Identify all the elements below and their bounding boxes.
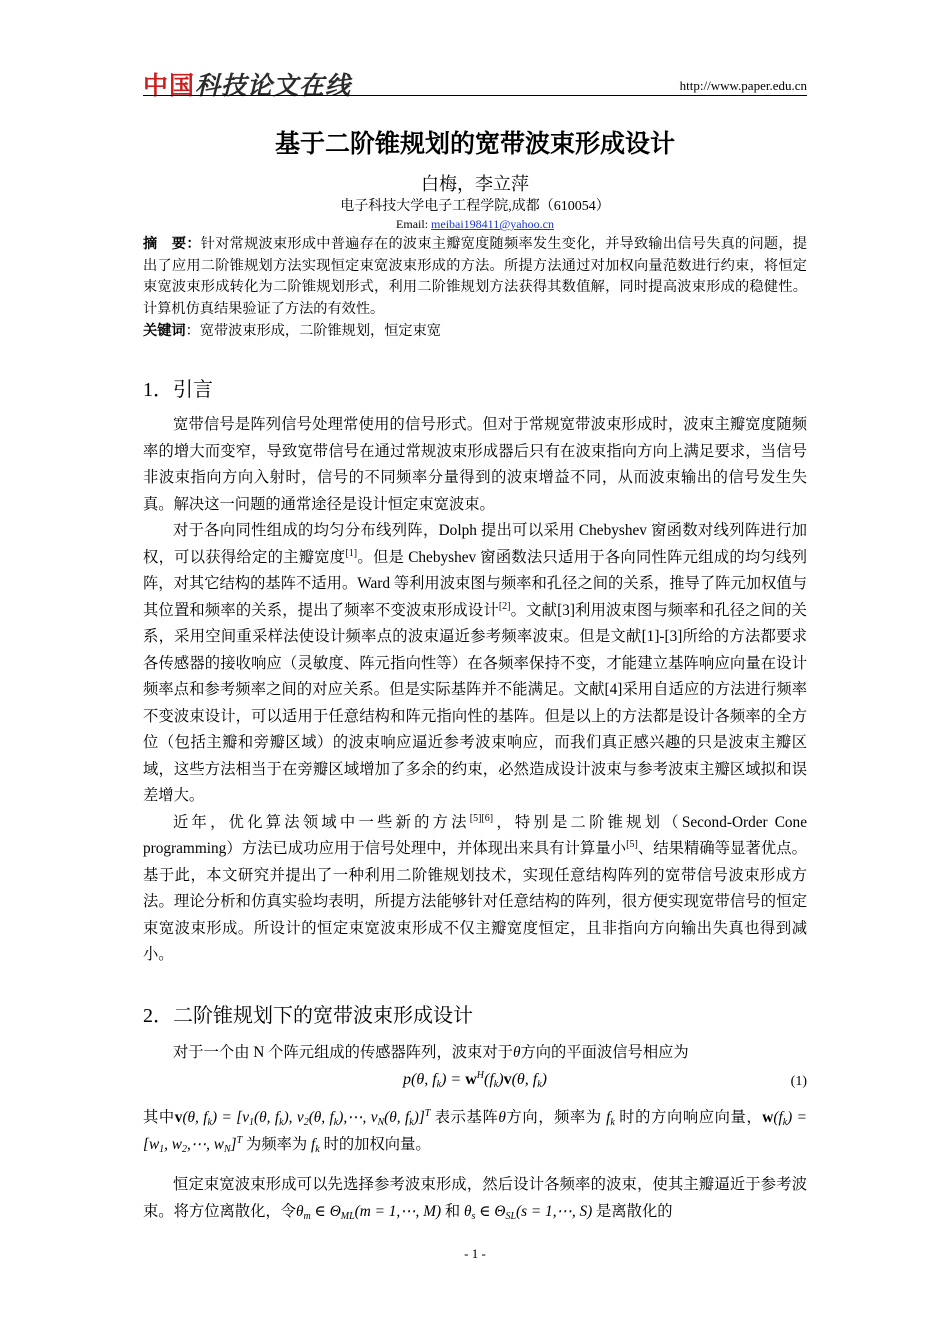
equation-1-number: (1): [790, 1074, 807, 1089]
s2p2-text-a: 其中: [143, 1109, 175, 1126]
section-1-paragraph-1: 宽带信号是阵列信号处理常使用的信号形式。但对于常规宽带波束形成时，波束主瓣宽度随频率的增大而变窄，导致宽带信号在通过常规波束形成器后只有在波束指向方向上满足要求，当信号非波束指向方向入射时，信号的不同频率分量得到的波束增益不同，从而波束输出的信号发生失真。解决这一问题的通常途径是设计恒定束宽波束。: [143, 416, 807, 513]
section-1-paragraph-2: [143, 518, 807, 810]
journal-logo: [143, 66, 351, 102]
fk-symbol: $f_k$: [307, 1135, 320, 1155]
keywords: [143, 320, 807, 340]
theta-s-formula: $\theta_s$ ∈ $\Theta_{SL}(s$ = 1,⋯, S): [464, 1202, 593, 1222]
equation-1: [143, 1071, 807, 1099]
s2p1-text-a: 对于一个由 N 个阵元组成的传感器阵列，波束对于: [173, 1044, 513, 1061]
citation-1[interactable]: [1]: [345, 547, 358, 559]
equation-1-formula: p(θ, $f_k) = w^H(f_k)v(\theta$, $f_k$): [403, 1070, 547, 1090]
citation-5[interactable]: [5]: [626, 839, 638, 850]
page-number: - 1 -: [464, 1246, 486, 1261]
paper-authors: 白梅，李立萍: [421, 174, 529, 194]
weight-vector-formula: $w(f_k) = [w_1$, $w_2,\cdots$, $w_N]^T$: [143, 1109, 807, 1155]
steering-vector-formula: v(θ, $f_k) = [v_1(\theta$, $f_k$), $v_2(\theta$, $f_k),\cdots$, $v_N(\theta$, $f_k)]^T$: [174, 1108, 431, 1128]
s2p2-text-d: 时的方向响应向量，: [619, 1109, 763, 1126]
header-divider: [143, 95, 807, 96]
s1p3-text-a: 近年，优化算法领域中一些新的方法: [173, 813, 470, 831]
paper-affiliation: 电子科技大学电子工程学院,成都（610054）: [340, 199, 610, 214]
theta-symbol: θ: [498, 1109, 506, 1126]
s2p3-text-a: 恒定束宽波束形成可以先选择参考波束形成，然后设计各频率的波束，使其主瓣逼近于参考波束。将方位离散化，令: [143, 1176, 807, 1220]
s2p3-text-c: 是离散化的: [596, 1202, 673, 1220]
s2p2-text-b: 表示基阵: [434, 1109, 499, 1126]
paper-title: 基于二阶锥规划的宽带波束形成设计: [274, 129, 675, 158]
email-link[interactable]: meibai198411@yahoo.cn: [431, 217, 554, 231]
abstract: [143, 234, 807, 320]
theta-m-formula: $\theta_m$ ∈ $\Theta_{ML}(m$ = 1,⋯, M): [295, 1202, 442, 1222]
section-2-paragraph-2: [143, 1105, 807, 1158]
keywords-label: 关键词: [143, 323, 186, 339]
citation-2[interactable]: [2]: [498, 600, 511, 612]
citation-5-6[interactable]: [5][6]: [469, 812, 494, 824]
section-1-body: [143, 412, 807, 969]
header-url[interactable]: http://www.paper.edu.cn: [679, 78, 807, 93]
fk-symbol: $f_k$: [601, 1109, 615, 1128]
section-1-paragraph-3: [143, 810, 807, 969]
s2p1-text-b: 方向的平面波信号相应为: [520, 1044, 689, 1061]
s1p2-text-b: 。但是 Chebyshev 窗函数法只适用于各向同性阵元组成的均匀线列阵，对其它结构的基阵不适用。Ward 等利用波束图与频率和孔径之间的关系，推导了阵元加权值与其位置和频率的关系，提出了频率不变波束形成设计: [143, 548, 807, 619]
theta-symbol: θ: [512, 1044, 521, 1061]
s1p2-text-a: 对于各向同性组成的均匀分布线列阵，Dolph 提出可以采用 Chebyshev 窗函数对线列阵进行加权，可以获得给定的主瓣宽度: [143, 522, 807, 566]
logo-red-part: 中国: [143, 71, 196, 100]
s1p2-text-c: 。文献[3]利用波束图与频率和孔径之间的关系，采用空间重采样法使设计频率点的波束逼近参考频率波束。但是文献[1]-[3]所给的方法都要求各传感器的接收响应（灵敏度、阵元指向性等）在各频率保持不变，才能建立基阵响应向量在设计频率点和参考频率之间的对应关系。但是实际基阵并不能满足。文献[4]采用自适应的方法进行频率不变波束设计，可以适用于任意结构和阵元指向性的基阵。但是以上的方法都是设计各频率的全方位（包括主瓣和旁瓣区域）的波束响应逼近参考波束响应，而我们真正感兴趣的只是波束主瓣区域，这些方法相当于在旁瓣区域增加了多余的约束，必然造成设计波束与参考波束主瓣区域拟和误差增大。: [143, 601, 807, 804]
author-email: [0, 217, 950, 232]
s2p3: [143, 1172, 807, 1225]
keywords-text: ：宽带波束形成，二阶锥规划，恒定束宽: [185, 323, 441, 339]
section-1-heading: 1．引言: [143, 379, 213, 401]
logo-dark-part: 科技论文在线: [195, 71, 352, 100]
s2p2-text-e: 为频率为: [246, 1135, 308, 1153]
abstract-label: 摘 要：: [143, 236, 201, 252]
section-2-intro: [143, 1040, 807, 1067]
s1p3-text-b: ，特别是二阶锥规划（Second-Order Cone programming）方法已成功应用于信号处理中，并体现出来具有计算量小: [143, 813, 807, 857]
section-2-paragraph-1: [143, 1040, 807, 1067]
section-2-heading: 2．二阶锥规划下的宽带波束形成设计: [143, 1005, 473, 1027]
s1p3-text-c: 、结果精确等显著优点。基于此，本文研究并提出了一种利用二阶锥规划技术，实现任意结构阵列的宽带信号波束形成方法。理论分析和仿真实验均表明，所提方法能够针对任意结构的阵列，很方便实现宽带信号的恒定束宽波束形成。所设计的恒定束宽波束形成不仅主瓣宽度恒定，且非指向方向输出失真也得到减小。: [143, 840, 807, 963]
s2p2: [143, 1105, 807, 1158]
s2p2-text-f: 时的加权向量。: [323, 1135, 431, 1153]
abstract-text: 针对常规波束形成中普遍存在的波束主瓣宽度随频率发生变化，并导致输出信号失真的问题，提出了应用二阶锥规划方法实现恒定束宽波束形成的方法。所提方法通过对加权向量范数进行约束，将恒定束宽波束形成转化为二阶锥规划形式，利用二阶锥规划方法获得其数值解，同时提高波束形成的稳健性。计算机仿真结果验证了方法的有效性。: [143, 236, 807, 317]
section-2-paragraph-3: [143, 1172, 807, 1225]
s2p2-text-c: 方向，频率为: [505, 1109, 602, 1126]
s2p3-text-b: 和: [444, 1202, 461, 1220]
email-label: Email:: [396, 217, 432, 231]
